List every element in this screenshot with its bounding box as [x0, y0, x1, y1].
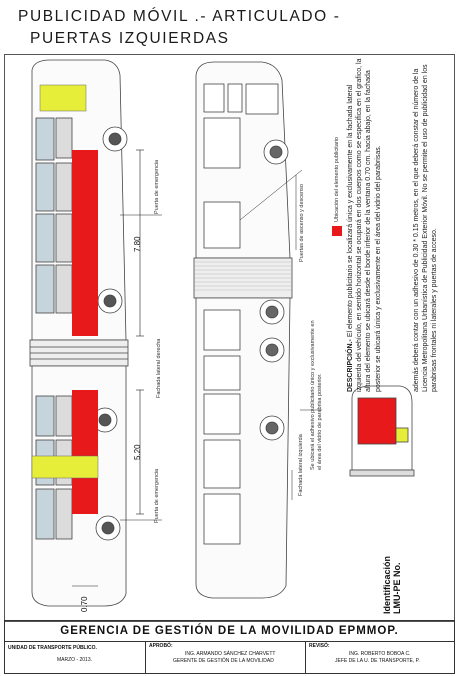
ad-area-front-section	[72, 150, 98, 336]
description-block	[346, 57, 383, 392]
rear-window-sticker-area	[40, 85, 86, 111]
footer-org: GERENCIA DE GESTIÓN DE LA MOVILIDAD EPMMOP.	[5, 621, 454, 642]
ad-area-rear-section	[72, 390, 98, 514]
dimension-upper: 7.80	[133, 236, 142, 252]
description-body: El elemento publicitario se localizará única y exclusivamente en la fachada lateral izquierda del vehículo, en sentido horizontal se ocupará en dos cuerpos como se especifica en el grafico, la altura del elemento se ubicará desde el borde inferior de la ventana 0.70 cm. hacia abajo, en la fachada posterior se ubicará única y exclusivamente en el área del vidrio del parabrisas.	[347, 58, 382, 392]
right-bus-view	[194, 62, 292, 598]
legend-label: Ubicación del elemento publicitario	[334, 137, 340, 222]
footer-reviso-name: ING. ROBERTO BOBOA C.	[349, 651, 411, 657]
puertas-ascenso-label: Puertas de ascenso y descenso	[299, 184, 305, 262]
footer-divider-1	[145, 642, 146, 673]
sticker-note: Se ubicará el adhesivo publicitario único y exclusivamente en el área del vidrio de parabrisa posterior.	[310, 320, 323, 470]
footer-unit: UNIDAD DE TRANSPORTE PÚBLICO.	[8, 645, 97, 651]
fachada-derecha-label: Fachada lateral derecha	[156, 338, 162, 398]
footer-aprobo-role: GERENTE DE GESTIÓN DE LA MOVILIDAD	[173, 658, 274, 664]
description-body2: además deberá contar con un adhesivo de 0.30 * 0.15 metros, en el que deberá constar el número de la Licencia Metropolitana Urbanística de Publicidad Exterior Móvil. No se permite el uso de publicidad en los parabrisas frontales ni laterales y puertas de acceso.	[413, 64, 439, 392]
emergency-door-lower-label: Puerta de emergencia	[154, 468, 160, 523]
footer-reviso-label: REVISÓ:	[309, 643, 330, 649]
page-title-line2: PUERTAS IZQUIERDAS	[30, 30, 230, 47]
footer-date: MARZO - 2013.	[57, 657, 93, 663]
front-window-area	[32, 456, 98, 478]
footer	[4, 620, 455, 674]
legend-swatch	[332, 226, 342, 236]
dimension-lower: 5.20	[133, 444, 142, 460]
identification-label: Identificación LMU-PE No.	[382, 555, 402, 614]
dimension-bottom: 0.70	[80, 596, 89, 612]
footer-reviso-role: JEFE DE LA U. DE TRANSPORTE, P.	[335, 658, 420, 664]
footer-aprobo-label: APROBÓ:	[149, 643, 173, 649]
footer-aprobo-name: ING. ARMANDO SÁNCHEZ CHARVETT	[185, 651, 276, 657]
emergency-door-upper-label: Puerta de emergencia	[154, 159, 160, 214]
description-heading: DESCRIPCIÓN.-	[347, 339, 354, 392]
rear-view	[350, 386, 414, 476]
fachada-izquierda-label: Fachada lateral izquierda	[298, 434, 304, 496]
page-title-line1: PUBLICIDAD MÓVIL .- ARTICULADO -	[18, 8, 341, 25]
footer-divider-2	[305, 642, 306, 673]
